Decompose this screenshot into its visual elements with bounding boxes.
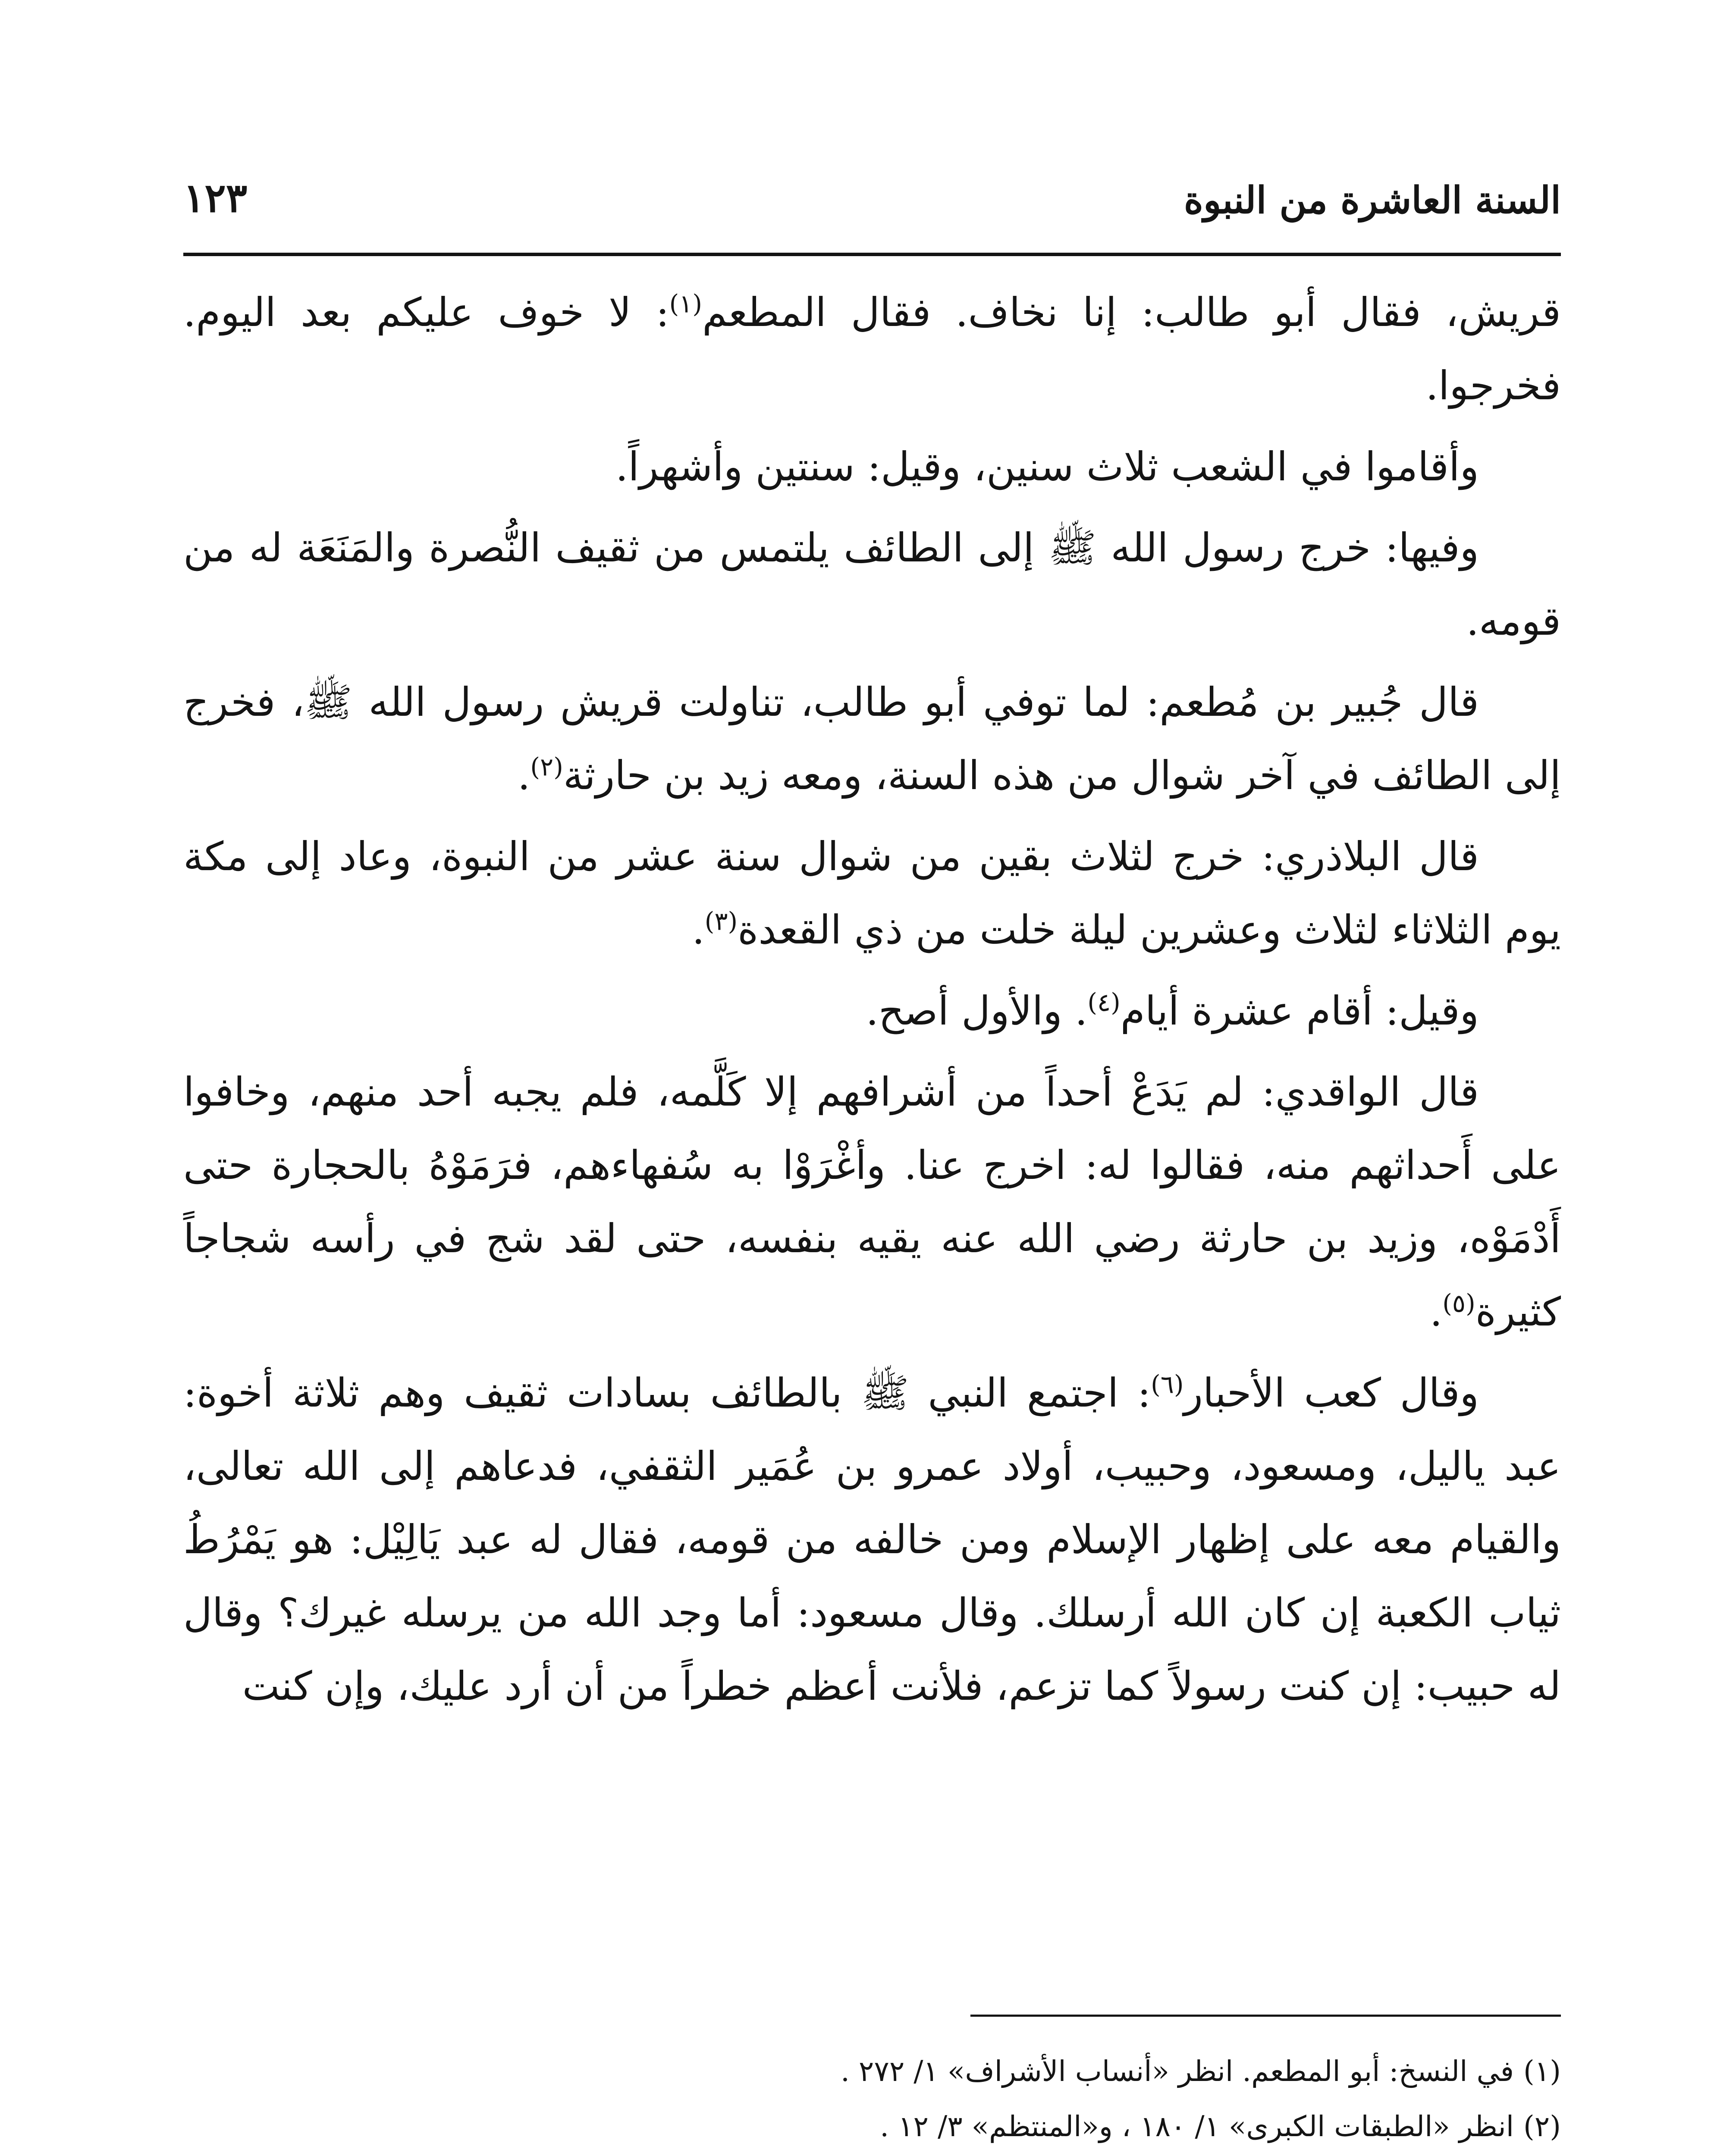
paragraph: [183, 511, 1561, 658]
paragraph: [183, 975, 1561, 1048]
footnote-number: (١): [1523, 2055, 1561, 2088]
running-header: [183, 162, 1561, 261]
paragraph-text: وأقاموا في الشعب ثلاث سنين، وقيل: سنتين وأشهراً.: [615, 444, 1479, 490]
footnote: [183, 2099, 1561, 2154]
paragraph: [183, 276, 1561, 423]
footnote-marker: (٥): [1442, 1288, 1475, 1318]
paragraph-text: قال البلاذري: خرج لثلاث بقين من شوال سنة عشر من النبوة، وعاد إلى مكة يوم الثلاثاء لثلاث وعشرين ليلة خلت من ذي القعدة: [183, 834, 1561, 953]
header-divider: [183, 253, 1561, 256]
paragraph: [183, 666, 1561, 812]
paragraph-text: : لا خوف عليكم بعد اليوم. فخرجوا.: [183, 289, 1561, 409]
page-number: ١٢٣: [183, 175, 248, 221]
paragraph-text: وقال كعب الأحبار: [1183, 1370, 1479, 1416]
footnote-marker: (٢): [530, 752, 563, 782]
paragraph: [183, 1357, 1561, 1723]
footnote-number: [1523, 2154, 1561, 2156]
footnote-marker: (٣): [704, 906, 738, 936]
paragraph: [183, 820, 1561, 967]
footnote-divider: [970, 2015, 1561, 2017]
footnote: [183, 2154, 1561, 2156]
paragraph-text: .: [692, 907, 705, 953]
paragraph-text: قريش، فقال أبو طالب: إنا نخاف. فقال المطعم: [702, 289, 1561, 335]
paragraph-text: وفيها: خرج رسول الله ﷺ إلى الطائف يلتمس من ثقيف النُّصرة والمَنَعَة له من قومه.: [183, 525, 1561, 644]
footnote-marker: (٤): [1087, 987, 1121, 1017]
paragraph-text: قال الواقدي: لم يَدَعْ أحداً من أشرافهم إلا كَلَّمه، فلم يجبه أحد منهم، وخافوا على أَحداثهم منه، فقالوا له: اخرج عنا. وأغْرَوْا به سُفهاءهم، فرَمَوْهُ بالحجارة حتى أَدْمَوْه، وزيد بن حارثة رضي الله عنه يقيه بنفسه، حتى لقد شج في رأسه شجاجاً كثيرة: [183, 1069, 1561, 1335]
footnotes: [183, 2044, 1561, 2156]
paragraph-text: قال جُبير بن مُطعم: لما توفي أبو طالب، تناولت قريش رسول الله ﷺ، فخرج إلى الطائف في آخر شوال من هذه السنة، ومعه زيد بن حارثة: [183, 679, 1561, 799]
paragraph-text: .: [1430, 1289, 1443, 1335]
paragraph: [183, 430, 1561, 504]
paragraph-text: .: [518, 752, 531, 799]
footnote-text: في النسخ: أبو المطعم. انظر «أنساب الأشراف» ١/ ٢٧٢ .: [840, 2055, 1514, 2088]
footnote-marker: (٦): [1151, 1369, 1184, 1399]
footnote-text: انظر «الطبقات الكبرى» ١/ ١٨٠ ، و«المنتظم» ٣/ ١٢ .: [880, 2110, 1514, 2143]
main-text: [183, 276, 1561, 1731]
paragraph-text: وقيل: أقام عشرة أيام: [1120, 988, 1479, 1034]
paragraph-text: : اجتمع النبي ﷺ بالطائف بسادات ثقيف وهم ثلاثة أخوة: عبد ياليل، ومسعود، وحبيب، أولاد عمرو بن عُمَير الثقفي، فدعاهم إلى الله تعالى، والقيام معه على إظهار الإسلام ومن خالفه من قومه، فقال له عبد يَالِيْل: هو يَمْرُطُ ثياب الكعبة إن كان الله أرسلك. وقال مسعود: أما وجد الله من يرسله غيرك؟ وقال له حبيب: إن كنت رسولاً كما تزعم، فلأنت أعظم خطراً من أن أرد عليك، وإن كنت: [183, 1370, 1561, 1709]
paragraph-text: . والأول أصح.: [866, 988, 1088, 1034]
footnote-number: (٢): [1523, 2110, 1561, 2143]
chapter-title: السنة العاشرة من النبوة: [1183, 179, 1561, 222]
footnote-marker: (١): [669, 289, 703, 319]
paragraph: [183, 1056, 1561, 1349]
footnote: [183, 2044, 1561, 2099]
